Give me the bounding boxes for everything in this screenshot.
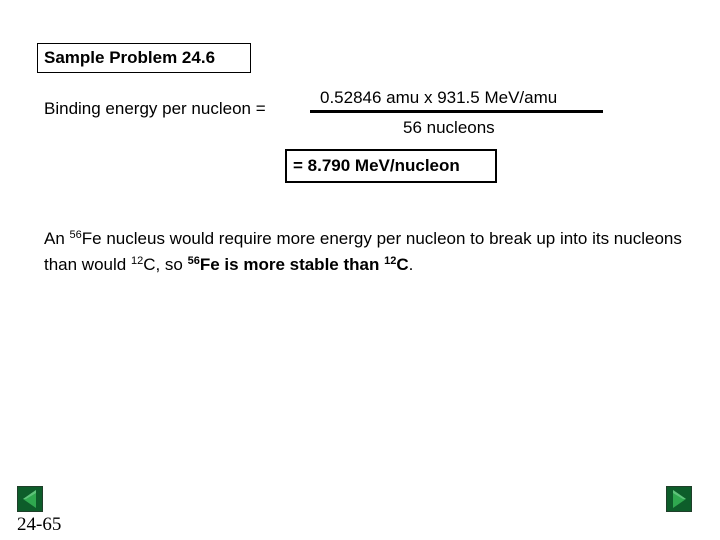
fraction-denominator: 56 nucleons [403, 118, 495, 137]
text-segment: C [396, 255, 409, 274]
next-slide-button[interactable] [666, 486, 692, 512]
explanation-paragraph [44, 226, 694, 278]
problem-title: Sample Problem 24.6 [37, 43, 251, 73]
triangle-right-icon [666, 486, 692, 512]
text-segment: . [408, 255, 414, 274]
previous-slide-button[interactable] [17, 486, 43, 512]
slide-number: 24-65 [17, 514, 62, 535]
equation-label: Binding energy per nucleon = [44, 99, 266, 118]
carbon-mass-number: 12 [130, 255, 144, 267]
text-segment: C, so [143, 255, 188, 274]
text-segment: Fe nucleus would require more energy per nucleon to break up into its nucleons than would [44, 229, 682, 274]
iron-mass-number: 56 [69, 229, 82, 241]
fraction-numerator: 0.52846 amu x 931.5 MeV/amu [320, 88, 558, 107]
conclusion [188, 255, 409, 274]
fraction-bar [310, 110, 603, 113]
text-segment: Fe is more stable than [199, 255, 385, 274]
triangle-left-icon [17, 486, 43, 512]
result-box: = 8.790 MeV/nucleon [285, 149, 497, 183]
carbon-mass-number-bold: 12 [384, 255, 397, 267]
iron-mass-number-bold: 56 [187, 255, 200, 267]
text-segment: An [44, 229, 70, 248]
